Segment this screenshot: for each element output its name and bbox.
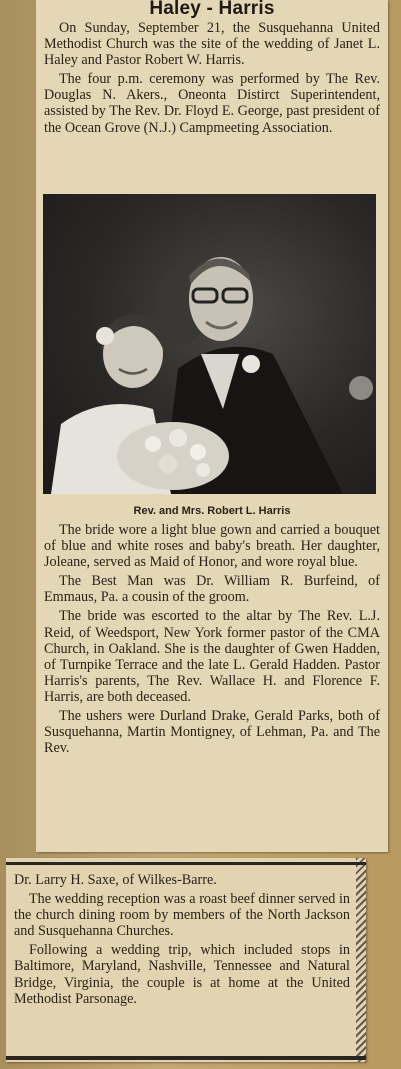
- story-text: [44, 522, 380, 759]
- continuation-paragraph: Dr. Larry H. Saxe, of Wilkes-Barre.: [14, 872, 217, 888]
- decorative-border: [356, 858, 366, 1062]
- intro-paragraph: On Sunday, September 21, the Susquehanna United Methodist Church was the site of the wedding of Janet L. Haley and Pastor Robert W. Harris.: [44, 20, 380, 69]
- story-paragraph: The bride wore a light blue gown and carried a bouquet of blue and white roses and baby's breath. Her daughter, Joleane, served as Maid of Honor, and wore royal blue.: [44, 522, 380, 571]
- bottom-rule: [6, 1056, 366, 1060]
- continuation-text: [14, 872, 350, 1010]
- intro-text: [44, 20, 380, 139]
- story-paragraph: The Best Man was Dr. William R. Burfeind, of Emmaus, Pa. a cousin of the groom.: [44, 573, 380, 606]
- story-paragraph: The ushers were Durland Drake, Gerald Parks, both of Susquehanna, Martin Montigney, of Lehman, Pa. and The Rev.: [44, 708, 380, 757]
- story-paragraph: The bride was escorted to the altar by The Rev. L.J. Reid, of Weedsport, New York former pastor of the CMA Church, in Oakland. She is the daughter of Gwen Hadden, of Turnpike Terrace and the late L. Gerald Hadden. Pastor Harris's parents, The Rev. Wallace H. and Florence F. Harris, are both deceased.: [44, 608, 380, 705]
- continuation-paragraph: Following a wedding trip, which included stops in Baltimore, Maryland, Nashville, Tennessee and Natural Bridge, Virginia, the couple is at home at the United Methodist Parsonage.: [14, 942, 350, 1007]
- wedding-photo-illustration: [43, 194, 376, 494]
- headline: Haley - Harris: [149, 0, 275, 19]
- photo-caption: Rev. and Mrs. Robert L. Harris: [133, 505, 291, 517]
- wedding-photo: [43, 194, 376, 494]
- top-rule: [6, 862, 366, 865]
- newspaper-clipping-main: [36, 0, 388, 852]
- newspaper-clipping-continuation: [6, 858, 366, 1062]
- continuation-paragraph: The wedding reception was a roast beef dinner served in the church dining room by members of the North Jackson and Susquehanna Churches.: [14, 891, 350, 940]
- intro-paragraph: The four p.m. ceremony was performed by The Rev. Douglas N. Akers., Oneonta Distirct Superintendent, assisted by The Rev. Dr. Floyd E. George, past president of the Ocean Grove (N.J.) Campmeeting Association.: [44, 71, 380, 136]
